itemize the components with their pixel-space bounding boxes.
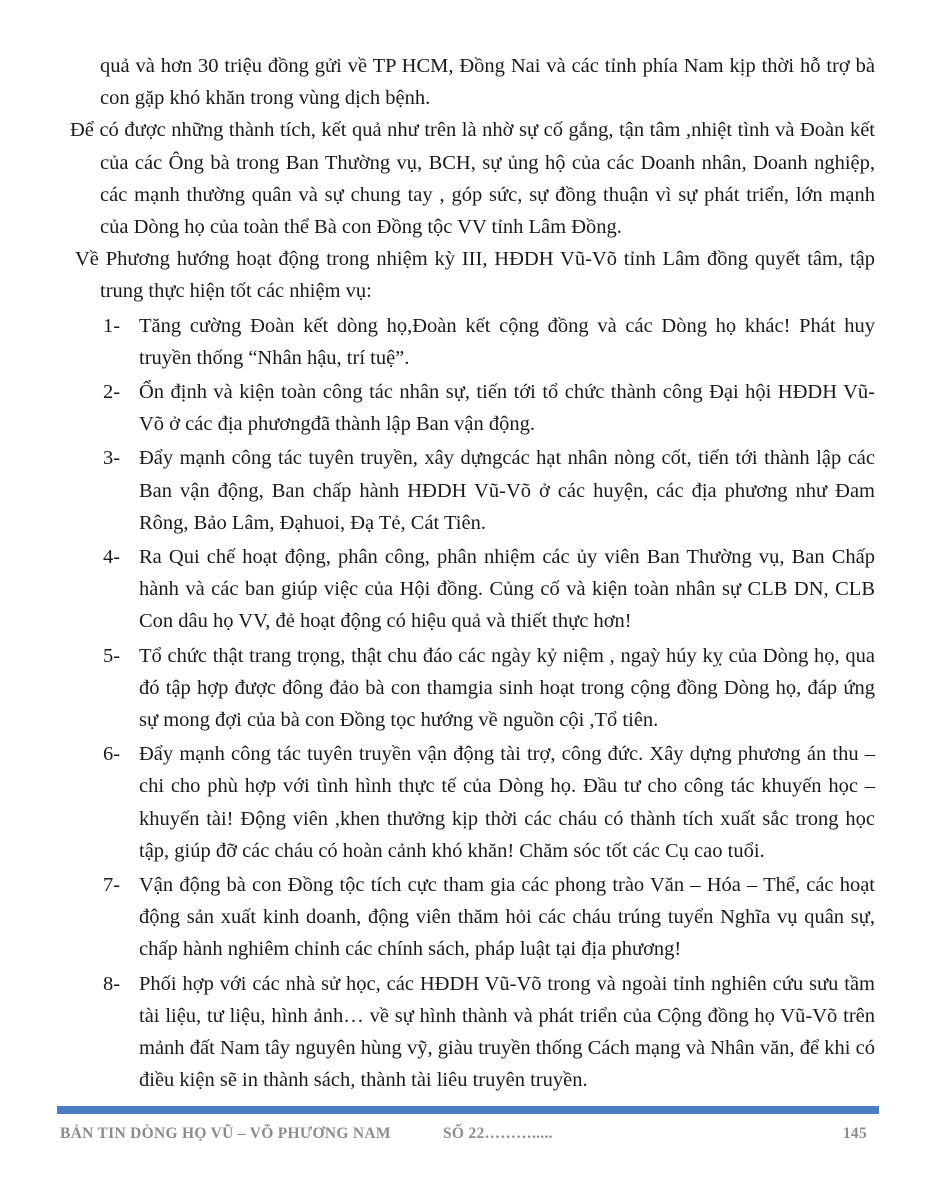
task-item-7	[60, 869, 875, 966]
task-number: 1-	[103, 314, 121, 337]
task-text: Đẩy mạnh công tác tuyên truyền vận động tài trợ, công đức. Xây dựng phương án thu – chi cho phù hợp với tình hình thực tế của Dòng họ. Đầu tư cho công tác khuyến học – khuyến tài! Động viên ,khen thưởng kịp thời các cháu có thành tích xuất sắc trong học tập, giúp đỡ các cháu có hoàn cảnh khó khăn! Chăm sóc tốt các Cụ cao tuổi.	[139, 743, 875, 862]
task-text: Vận động bà con Đồng tộc tích cực tham gia các phong trào Văn – Hóa – Thể, các hoạt động sản xuất kinh doanh, động viên thăm hỏi các cháu trúng tuyển Nghĩa vụ quân sự, chấp hành nghiêm chỉnh các chính sách, pháp luật tại địa phương!	[139, 874, 875, 961]
page-footer	[60, 1125, 875, 1149]
task-text: Đẩy mạnh công tác tuyên truyền, xây dựngcác hạt nhân nòng cốt, tiến tới thành lập các Ban vận động, Ban chấp hành HĐDH Vũ-Võ ở các huyện, các địa phương như Đam Rông, Bảo Lâm, Đạhuoi, Đạ Tẻ, Cát Tiên.	[139, 447, 875, 534]
task-text: Ổn định và kiện toàn công tác nhân sự, tiến tới tổ chức thành công Đại hội HĐDH Vũ-Võ ở các địa phươngđã thành lập Ban vận động.	[139, 381, 875, 436]
task-list	[60, 310, 875, 1097]
task-text: Tăng cường Đoàn kết dòng họ,Đoàn kết cộng đồng và các Dòng họ khác! Phát huy truyền thống “Nhân hậu, trí tuệ”.	[139, 314, 875, 369]
task-item-5	[60, 640, 875, 737]
task-item-2	[60, 376, 875, 440]
task-item-8	[60, 968, 875, 1097]
task-item-4	[60, 541, 875, 638]
task-text: Ra Qui chế hoạt động, phân công, phân nhiệm các ủy viên Ban Thường vụ, Ban Chấp hành và các ban giúp việc của Hội đồng. Củng cố và kiện toàn nhân sự CLB DN, CLB Con dâu họ VV, đẻ hoạt động có hiệu quả và thiết thực hơn!	[139, 546, 875, 633]
page-number: 145	[842, 1125, 867, 1142]
task-number: 2-	[103, 381, 121, 404]
issue-number: SỐ 22……….....	[443, 1125, 553, 1142]
task-number: 3-	[103, 447, 121, 470]
task-number: 5-	[103, 644, 121, 667]
paragraph-direction-intro: Về Phương hướng hoạt động trong nhiệm kỳ III, HĐDH Vũ-Võ tỉnh Lâm đồng quyết tâm, tập trung thực hiện tốt các nhiệm vụ:	[75, 248, 875, 303]
newsletter-title: BẢN TIN DÒNG HỌ VŨ – VÕ PHƯƠNG NAM	[60, 1125, 391, 1142]
task-text: Tổ chức thật trang trọng, thật chu đáo các ngày kỷ niệm , ngaỳ húy kỵ của Dòng họ, qua đó tập hợp được đông đảo bà con thamgia sinh hoạt trong cộng đồng Dòng họ, đáp ứng sự mong đợi của bà con Đồng tọc hướng về nguồn cội ,Tổ tiên.	[139, 644, 875, 732]
footer-divider-bar	[57, 1106, 879, 1114]
task-number: 6-	[103, 743, 121, 766]
paragraph-continuation: quả và hơn 30 triệu đồng gửi về TP HCM, Đồng Nai và các tỉnh phía Nam kịp thời hỗ trợ bà con gặp khó khăn trong vùng dịch bệnh.	[100, 55, 875, 110]
paragraph-achievements: Để có được những thành tích, kết quả như trên là nhờ sự cố gắng, tận tâm ,nhiệt tình và Đoàn kết của các Ông bà trong Ban Thường vụ, BCH, sự ủng hộ của các Doanh nhân, Doanh nghiệp, các mạnh thường quân và sự chung tay , góp sức, sự đồng thuận vì sự phát triển, lớn mạnh của Dòng họ của toàn thể Bà con Đồng tộc VV tỉnh Lâm Đồng.	[70, 119, 875, 239]
article-body	[60, 50, 875, 1099]
task-item-6	[60, 738, 875, 867]
task-number: 8-	[103, 972, 121, 995]
task-item-1	[60, 310, 875, 374]
task-number: 7-	[103, 874, 121, 897]
task-number: 4-	[103, 546, 121, 569]
task-item-3	[60, 442, 875, 539]
task-text: Phối hợp với các nhà sử học, các HĐDH Vũ-Võ trong và ngoài tỉnh nghiên cứu sưu tầm tài liệu, tư liệu, hình ảnh… về sự hình thành và phát triển của Cộng đồng họ Vũ-Võ trên mảnh đất Nam tây nguyên hùng vỹ, giàu truyền thống Cách mạng và Nhân văn, để khi có điều kiện sẽ in thành sách, thành tài liêu truyên truyền.	[139, 972, 875, 1092]
